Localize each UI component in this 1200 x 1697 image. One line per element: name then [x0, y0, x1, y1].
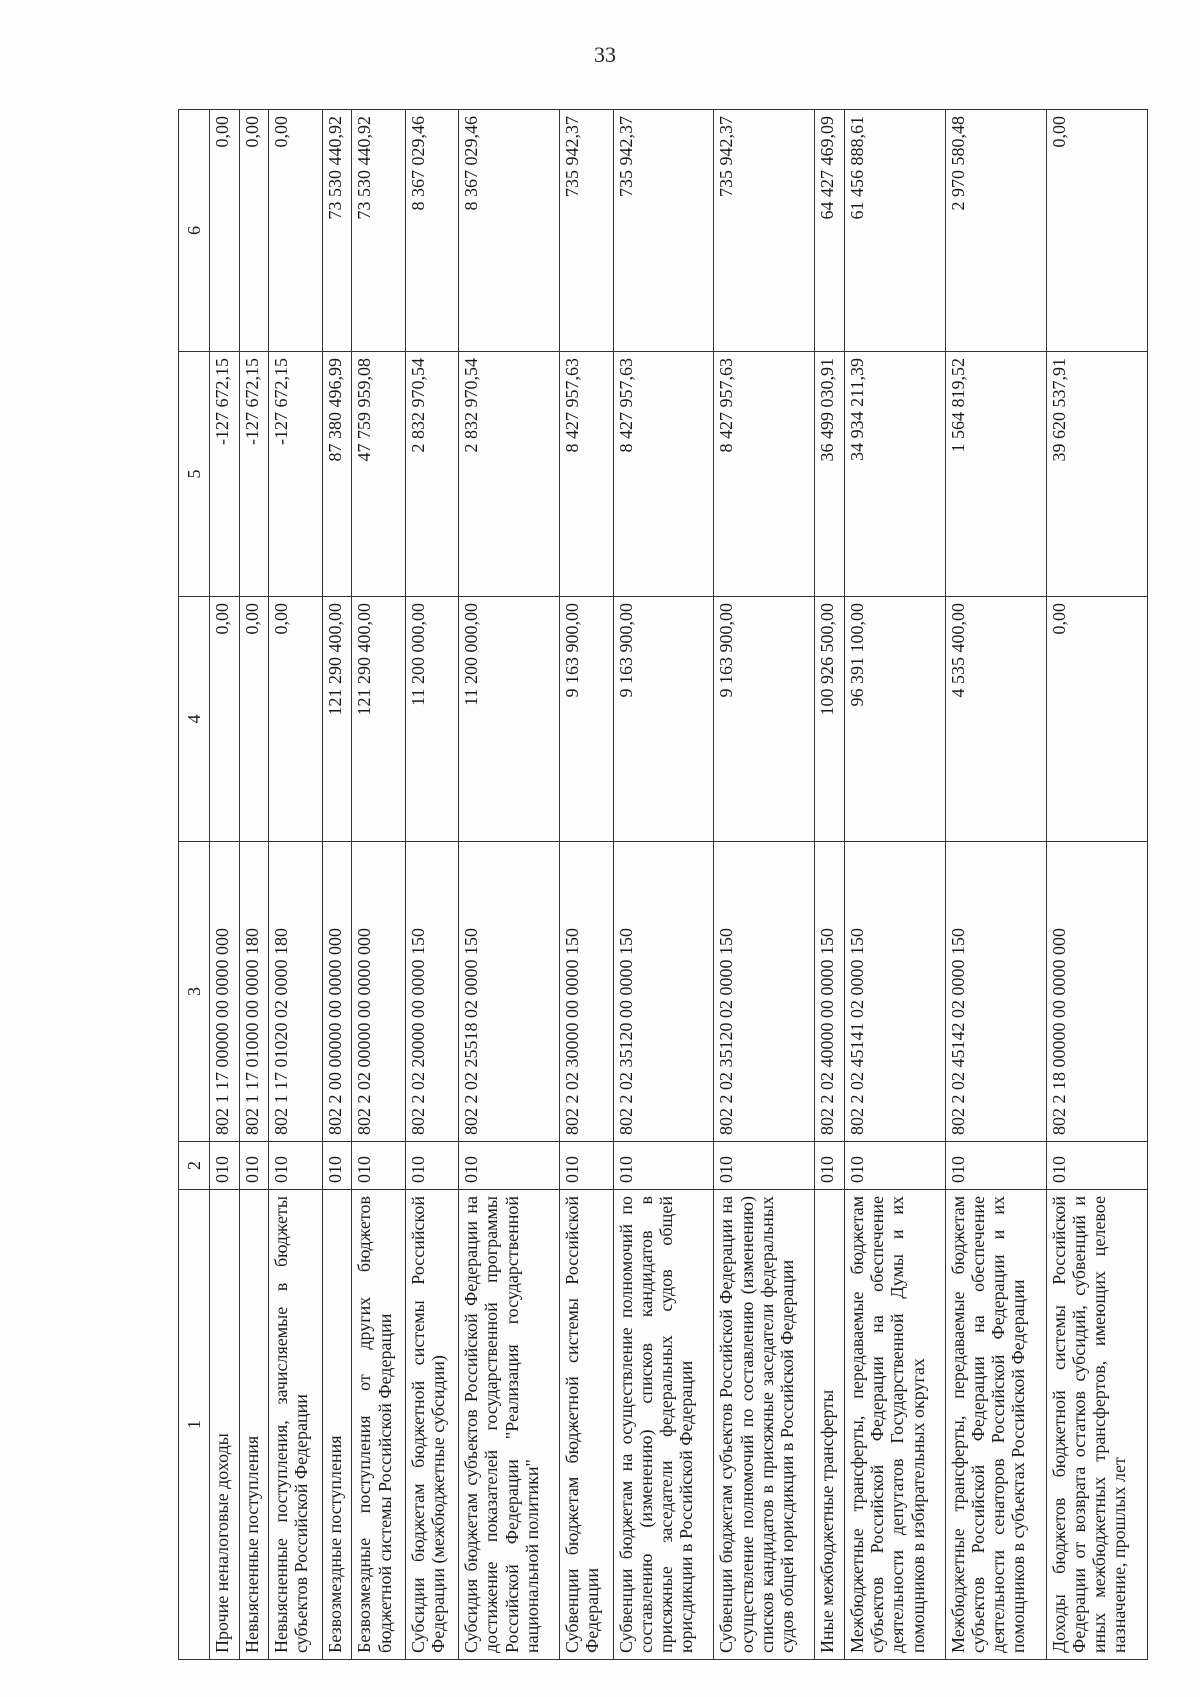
row-plan: 0,00	[269, 597, 322, 842]
row-rest: 0,00	[239, 110, 269, 352]
row-plan: 121 290 400,00	[352, 597, 405, 842]
table-row	[459, 110, 560, 1660]
header-col-2: 2	[179, 1142, 210, 1190]
row-plan: 9 163 900,00	[560, 597, 613, 842]
row-exec: 87 380 496,99	[322, 352, 352, 597]
row-exec: 2 832 970,54	[459, 352, 560, 597]
row-code: 010	[560, 1142, 613, 1190]
rotated-table-container	[178, 110, 1148, 1660]
row-plan: 11 200 000,00	[459, 597, 560, 842]
table-row	[1046, 110, 1147, 1660]
table-row	[352, 110, 405, 1660]
table-row	[239, 110, 269, 1660]
table-header-row	[179, 110, 210, 1660]
row-code: 010	[459, 1142, 560, 1190]
row-kbk: 802 2 02 00000 00 0000 000	[352, 842, 405, 1142]
row-plan: 11 200 000,00	[405, 597, 458, 842]
row-code: 010	[815, 1142, 845, 1190]
row-rest: 0,00	[210, 110, 240, 352]
row-name: Субвенции бюджетам субъектов Российской Федерации на осуществление полномочий по составлению (изменению) списков кандидатов в присяжные заседатели федеральных судов общей юрисдикции в Российской Федерации	[714, 1190, 815, 1660]
row-code: 010	[714, 1142, 815, 1190]
row-exec: -127 672,15	[239, 352, 269, 597]
row-kbk: 802 2 18 00000 00 0000 000	[1046, 842, 1147, 1142]
table-row	[269, 110, 322, 1660]
row-name: Безвозмездные поступления от других бюджетов бюджетной системы Российской Федерации	[352, 1190, 405, 1660]
row-code: 010	[269, 1142, 322, 1190]
row-code: 010	[613, 1142, 714, 1190]
row-rest: 8 367 029,46	[459, 110, 560, 352]
table-row	[405, 110, 458, 1660]
row-rest: 735 942,37	[560, 110, 613, 352]
row-rest: 735 942,37	[613, 110, 714, 352]
row-rest: 0,00	[1046, 110, 1147, 352]
row-name: Безвозмездные поступления	[322, 1190, 352, 1660]
row-plan: 0,00	[210, 597, 240, 842]
row-exec: 8 427 957,63	[613, 352, 714, 597]
row-kbk: 802 2 02 25518 02 0000 150	[459, 842, 560, 1142]
row-code: 010	[322, 1142, 352, 1190]
header-col-5: 5	[179, 352, 210, 597]
row-code: 010	[352, 1142, 405, 1190]
row-kbk: 802 2 02 45141 02 0000 150	[845, 842, 946, 1142]
row-plan: 9 163 900,00	[613, 597, 714, 842]
row-name: Субвенции бюджетам на осуществление полномочий по составлению (изменению) списков кандидатов в присяжные заседатели федеральных судов общей юрисдикции в Российской Федерации	[613, 1190, 714, 1660]
row-exec: 2 832 970,54	[405, 352, 458, 597]
row-exec: 47 759 959,08	[352, 352, 405, 597]
row-kbk: 802 2 02 30000 00 0000 150	[560, 842, 613, 1142]
row-plan: 0,00	[1046, 597, 1147, 842]
header-col-1: 1	[179, 1190, 210, 1660]
header-col-4: 4	[179, 597, 210, 842]
table-row	[946, 110, 1047, 1660]
row-name: Невыясненные поступления	[239, 1190, 269, 1660]
row-exec: 1 564 819,52	[946, 352, 1047, 597]
header-col-3: 3	[179, 842, 210, 1142]
row-plan: 121 290 400,00	[322, 597, 352, 842]
row-name: Межбюджетные трансферты, передаваемые бюджетам субъектов Российской Федерации на обеспечение деятельности сенаторов Российской Федерации и их помощников в субъектах Российской Федерации	[946, 1190, 1047, 1660]
row-rest: 61 456 888,61	[845, 110, 946, 352]
row-exec: -127 672,15	[269, 352, 322, 597]
row-name: Субвенции бюджетам бюджетной системы Российской Федерации	[560, 1190, 613, 1660]
row-name: Субсидии бюджетам бюджетной системы Российской Федерации (межбюджетные субсидии)	[405, 1190, 458, 1660]
row-code: 010	[1046, 1142, 1147, 1190]
row-kbk: 802 1 17 01020 02 0000 180	[269, 842, 322, 1142]
row-rest: 73 530 440,92	[352, 110, 405, 352]
table-row	[322, 110, 352, 1660]
row-exec: 8 427 957,63	[560, 352, 613, 597]
row-exec: 36 499 030,91	[815, 352, 845, 597]
row-kbk: 802 2 00 00000 00 0000 000	[322, 842, 352, 1142]
row-name: Субсидия бюджетам субъектов Российской Федерации на достижение показателей государственной программы Российской Федерации "Реализация государственной национальной политики"	[459, 1190, 560, 1660]
row-plan: 96 391 100,00	[845, 597, 946, 842]
table-row	[613, 110, 714, 1660]
row-rest: 73 530 440,92	[322, 110, 352, 352]
row-code: 010	[405, 1142, 458, 1190]
table-row	[845, 110, 946, 1660]
row-code: 010	[210, 1142, 240, 1190]
table-row	[815, 110, 845, 1660]
row-rest: 64 427 469,09	[815, 110, 845, 352]
row-code: 010	[845, 1142, 946, 1190]
row-kbk: 802 2 02 35120 00 0000 150	[613, 842, 714, 1142]
row-rest: 735 942,37	[714, 110, 815, 352]
table-row	[714, 110, 815, 1660]
row-name: Межбюджетные трансферты, передаваемые бюджетам субъектов Российской Федерации на обеспечение деятельности депутатов Государственной Думы и их помощников в избирательных округах	[845, 1190, 946, 1660]
row-code: 010	[946, 1142, 1047, 1190]
row-rest: 0,00	[269, 110, 322, 352]
row-kbk: 802 2 02 35120 02 0000 150	[714, 842, 815, 1142]
row-kbk: 802 2 02 20000 00 0000 150	[405, 842, 458, 1142]
header-col-6: 6	[179, 110, 210, 352]
page-number: 33	[594, 42, 616, 67]
row-rest: 8 367 029,46	[405, 110, 458, 352]
budget-table	[178, 109, 1148, 1660]
table-row	[560, 110, 613, 1660]
row-kbk: 802 1 17 01000 00 0000 180	[239, 842, 269, 1142]
row-kbk: 802 2 02 45142 02 0000 150	[946, 842, 1047, 1142]
table-row	[210, 110, 240, 1660]
row-kbk: 802 2 02 40000 00 0000 150	[815, 842, 845, 1142]
row-code: 010	[239, 1142, 269, 1190]
row-plan: 100 926 500,00	[815, 597, 845, 842]
row-exec: 34 934 211,39	[845, 352, 946, 597]
row-kbk: 802 1 17 00000 00 0000 000	[210, 842, 240, 1142]
row-name: Прочие неналоговые доходы	[210, 1190, 240, 1660]
row-name: Иные межбюджетные трансферты	[815, 1190, 845, 1660]
row-plan: 0,00	[239, 597, 269, 842]
row-exec: 39 620 537,91	[1046, 352, 1147, 597]
row-exec: -127 672,15	[210, 352, 240, 597]
row-rest: 2 970 580,48	[946, 110, 1047, 352]
row-name: Доходы бюджетов бюджетной системы Российской Федерации от возврата остатков субсидий, субвенций и иных межбюджетных трансфертов, имеющих целевое назначение, прошлых лет	[1046, 1190, 1147, 1660]
row-plan: 4 535 400,00	[946, 597, 1047, 842]
row-exec: 8 427 957,63	[714, 352, 815, 597]
row-plan: 9 163 900,00	[714, 597, 815, 842]
row-name: Невыясненные поступления, зачисляемые в бюджеты субъектов Российской Федерации	[269, 1190, 322, 1660]
